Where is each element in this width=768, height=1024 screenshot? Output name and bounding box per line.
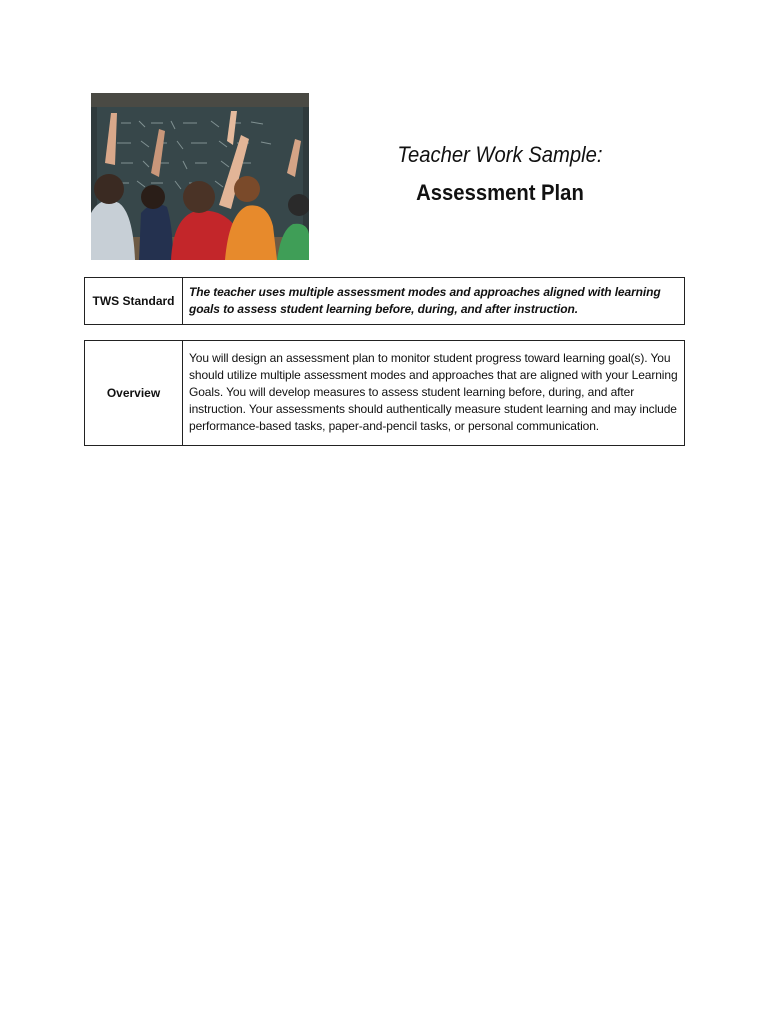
tws-standard-text: The teacher uses multiple assessment modes and approaches aligned with learning goals to assess student learning before, during, and after instruction.	[189, 285, 661, 316]
document-subtitle: Assessment Plan	[416, 180, 584, 205]
overview-box	[84, 340, 685, 446]
classroom-photo	[91, 93, 309, 260]
document-title: Teacher Work Sample:	[397, 142, 603, 167]
tws-standard-label: TWS Standard	[85, 278, 183, 324]
overview-text: You will design an assessment plan to monitor student progress toward learning goal(s). You should utilize multiple assessment modes and approaches that are aligned with your Learning Goals. You will develop measures to assess student learning before, during, and after instruction. Your assessments should authentically measure student learning and may include performance-based tasks, paper-and-pencil tasks, or personal communication.	[189, 351, 678, 433]
tws-standard-box	[84, 277, 685, 325]
title-block	[340, 140, 660, 208]
overview-label: Overview	[85, 341, 183, 445]
classroom-photo-icon	[91, 93, 309, 260]
